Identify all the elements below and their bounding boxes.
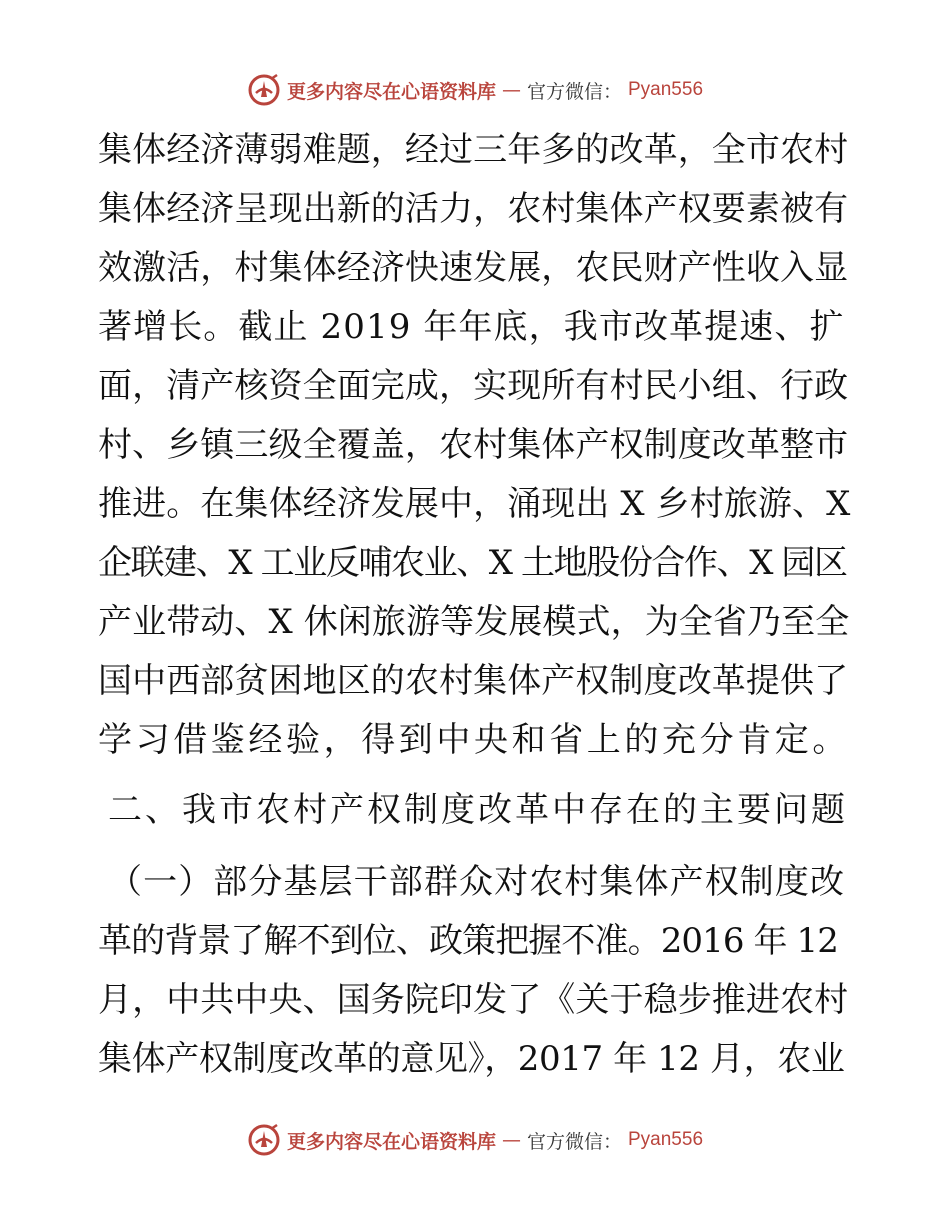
body-line-8: 企联建、X 工业反哺农业、X 土地股份合作、X 园区: [98, 543, 847, 583]
banner-wechat-label: 官方微信：: [526, 80, 622, 103]
subsection-line-1: （一）部分基层干部群众对农村集体产权制度改: [108, 862, 846, 902]
body-line-9: 产业带动、X 休闲旅游等发展模式，为全省乃至全: [98, 602, 850, 642]
body-line-7: 推进。在集体经济发展中，涌现出 X 乡村旅游、X: [98, 484, 851, 524]
banner-text: 更多内容尽在心语资料库: [286, 80, 496, 103]
body-line-6: 村、乡镇三级全覆盖，农村集体产权制度改革整市: [98, 425, 849, 465]
banner-text: 更多内容尽在心语资料库: [286, 1130, 496, 1153]
body-line-4: 著增长。截止 2019 年年底，我市改革提速、扩: [98, 307, 845, 347]
subsection-line-3: 月，中共中央、国务院印发了《关于稳步推进农村: [98, 980, 849, 1020]
section-heading: 二、我市农村产权制度改革中存在的主要问题: [108, 790, 848, 830]
body-line-1: 集体经济薄弱难题，经过三年多的改革，全市农村: [98, 130, 849, 170]
subsection-line-2: 革的背景了解不到位、政策把握不准。2016 年 12: [98, 921, 839, 961]
book-pen-logo-icon: [247, 73, 281, 107]
banner-wechat-label: 官方微信：: [526, 1130, 622, 1153]
footer-watermark-banner: [0, 1120, 950, 1160]
header-watermark-banner: [0, 70, 950, 110]
banner-wechat-handle: Pyan556: [628, 1129, 704, 1150]
subsection-line-4: 集体产权制度改革的意见》，2017 年 12 月，农业: [98, 1039, 845, 1079]
body-line-2: 集体经济呈现出新的活力，农村集体产权要素被有: [98, 189, 849, 229]
book-pen-logo-icon: [247, 1123, 281, 1157]
body-line-5: 面，清产核资全面完成，实现所有村民小组、行政: [98, 366, 849, 406]
body-line-10: 国中西部贫困地区的农村集体产权制度改革提供了: [98, 661, 849, 701]
banner-dash: —: [501, 79, 521, 101]
banner-dash: —: [501, 1129, 521, 1151]
banner-wechat-handle: Pyan556: [628, 79, 704, 100]
body-line-11: 学习借鉴经验，得到中央和省上的充分肯定。: [98, 720, 850, 760]
body-line-3: 效激活，村集体经济快速发展，农民财产性收入显: [98, 248, 849, 288]
